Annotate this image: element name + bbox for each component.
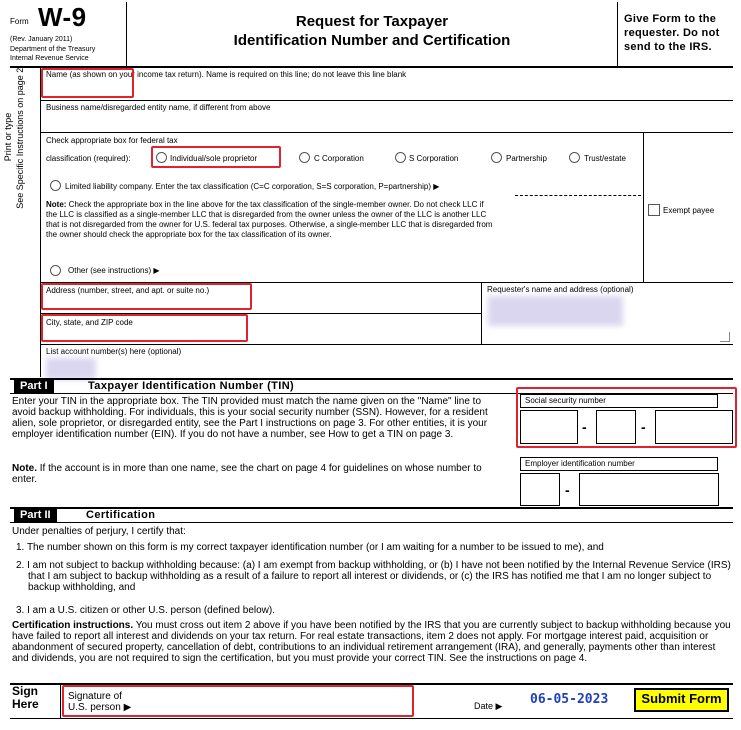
address-label: Address (number, street, and apt. or suite no.) [46, 286, 210, 295]
c-corp-label: C Corporation [314, 154, 364, 163]
form-number: W-9 [38, 2, 87, 32]
revision-date: (Rev. January 2011) [10, 36, 73, 43]
llc-note [46, 200, 494, 240]
cert-instructions-bold: Certification instructions. [12, 620, 134, 631]
part1-note-bold: Note. [12, 463, 37, 474]
requester-redacted [488, 296, 623, 326]
llc-note-bold: Note: [46, 200, 67, 209]
department: Department of the Treasury [10, 46, 96, 53]
individual-highlight [151, 146, 281, 168]
date-label: Date ▶ [474, 701, 503, 711]
signature-field[interactable] [62, 685, 414, 717]
see-instructions: See Specific Instructions on page 2. [15, 65, 25, 209]
part1-body: Enter your TIN in the appropriate box. The TIN provided must match the name given on the "Name" line to avoid backup withholding. For individuals, this is your social security number (SSN). However, for a resident alien, sole proprietor, or disregarded entity, see the Part I instructions on page 3. For other entities, it is your employer identification number (EIN). If you do not have a number, see How to get a TIN on page 3. [12, 396, 488, 440]
llc-radio[interactable] [50, 180, 61, 191]
part2-title: Certification [86, 509, 156, 521]
cert-intro: Under penalties of perjury, I certify that: [12, 526, 186, 537]
submit-form-button[interactable]: Submit Form [634, 688, 729, 712]
part1-title: Taxpayer Identification Number (TIN) [88, 380, 295, 392]
irs-label: Internal Revenue Service [10, 55, 89, 62]
c-corp-radio[interactable] [299, 152, 310, 163]
other-label: Other (see instructions) ▶ [68, 266, 160, 275]
ssn-part-3[interactable] [655, 410, 733, 444]
title-line-2: Identification Number and Certification [233, 32, 511, 49]
ein-part-1[interactable] [520, 473, 560, 506]
ssn-dash-1: - [582, 419, 587, 435]
city-field[interactable] [41, 314, 248, 342]
date-value[interactable]: 06-05-2023 [530, 692, 609, 707]
account-redacted [46, 358, 96, 380]
cert-instructions [12, 620, 732, 664]
part2-tag: Part II [14, 508, 57, 522]
llc-classification-input[interactable] [515, 195, 641, 196]
ssn-dash-2: - [641, 419, 646, 435]
address-field[interactable] [41, 283, 252, 310]
cert-item-2: 2. I am not subject to backup withholding because: (a) I am exempt from backup withholding, or (b) I have not been notified by the Internal Revenue Service (IRS) that I am subject to backup withholding as a result of a failure to report all interest or dividends, or (c) the IRS has notified me that I am no longer subject to backup withholding, and [16, 560, 731, 593]
individual-label: Individual/sole proprietor [170, 154, 258, 163]
llc-note-text: Check the appropriate box in the line above for the tax classification of the single-member owner. Do not check LLC if the LLC is classified as a single-member LLC that is disregarded from the owner unless the owner of the LLC is another LLC that is not disregarded from the owner for U.S. federal tax purposes. Otherwise, a single-member LLC that is disregarded from the owner should check the appropriate box for the tax classification of its owner. [46, 200, 493, 239]
part1-tag: Part I [14, 379, 54, 393]
requester-label: Requester's name and address (optional) [487, 285, 634, 294]
ssn-part-1[interactable] [520, 410, 578, 444]
ein-part-2[interactable] [579, 473, 719, 506]
signature-label: Signature of U.S. person ▶ [68, 691, 132, 713]
print-or-type: Print or type [3, 112, 13, 162]
business-name-label: Business name/disregarded entity name, if different from above [46, 103, 271, 112]
title-line-1: Request for Taxpayer [295, 13, 449, 30]
side-instructions [2, 0, 34, 292]
partnership-label: Partnership [506, 154, 547, 163]
exempt-payee-checkbox[interactable] [648, 204, 660, 216]
give-form-note: Give Form to the requester. Do not send to the IRS. [624, 13, 720, 53]
account-label: List account number(s) here (optional) [46, 347, 182, 356]
s-corp-radio[interactable] [395, 152, 406, 163]
sign-here-label: Sign Here [12, 684, 39, 711]
s-corp-label: S Corporation [409, 154, 459, 163]
part1-note-text: If the account is in more than one name, see the chart on page 4 for guidelines on whose number to enter. [12, 463, 482, 485]
city-label: City, state, and ZIP code [46, 318, 133, 327]
partnership-radio[interactable] [491, 152, 502, 163]
resize-handle-icon[interactable] [720, 332, 730, 342]
part1-note [12, 463, 507, 485]
trust-radio[interactable] [569, 152, 580, 163]
ssn-label: Social security number [520, 394, 718, 408]
cert-item-3: 3. I am a U.S. citizen or other U.S. person (defined below). [16, 605, 276, 616]
classification-heading: Check appropriate box for federal tax [46, 136, 178, 145]
ein-label: Employer identification number [520, 457, 718, 471]
ssn-part-2[interactable] [596, 410, 636, 444]
name-field[interactable] [41, 68, 134, 98]
llc-label: Limited liability company. Enter the tax classification (C=C corporation, S=S corporation, P=partnership) ▶ [65, 182, 440, 191]
form-word: Form [10, 17, 29, 26]
name-field-label: Name (as shown on your income tax return). Name is required on this line; do not leave this line blank [46, 70, 407, 79]
cert-item-1: 1. The number shown on this form is my correct taxpayer identification number (or I am waiting for a number to be issued to me), and [16, 542, 604, 553]
exempt-payee-label: Exempt payee [663, 206, 715, 215]
form-title [128, 12, 616, 50]
classification-required: classification (required): [46, 154, 131, 163]
trust-label: Trust/estate [584, 154, 626, 163]
ein-dash: - [565, 482, 570, 498]
cert-instructions-text: You must cross out item 2 above if you have been notified by the IRS that you are currently subject to backup withholding because you have failed to report all interest and dividends on your tax return. For real estate transactions, item 2 does not apply. For mortgage interest paid, acquisition or abandonment of secured property, cancellation of debt, contributions to an individual retirement arrangement (IRA), and generally, payments other than interest and dividends, you are not required to sign the certification, but you must provide your correct TIN. See the instructions on page 4. [12, 620, 731, 664]
other-radio[interactable] [50, 265, 61, 276]
